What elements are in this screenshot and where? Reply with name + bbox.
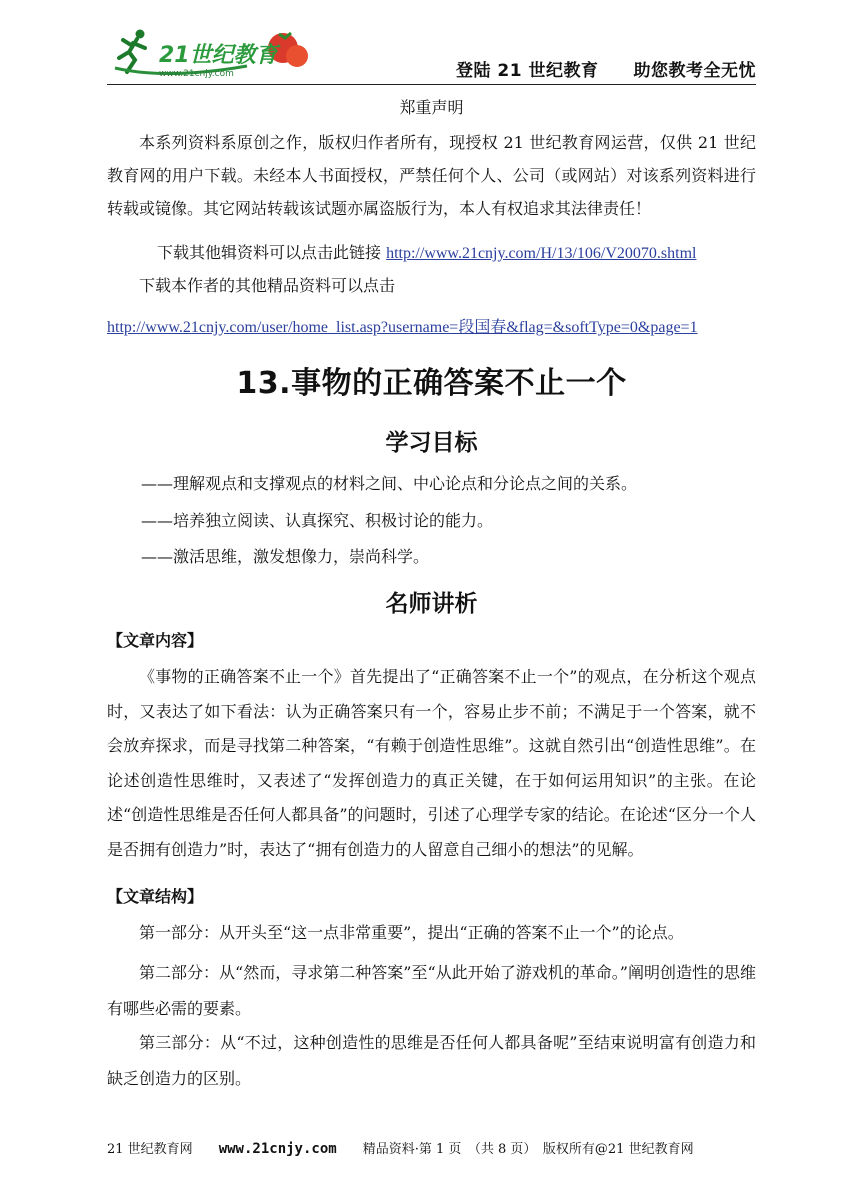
- analysis-heading: 名师讲析: [385, 591, 478, 617]
- notice-body: 本系列资料系原创之作，版权归作者所有，现授权 21 世纪教育网运营，仅供 21 世纪教育网的用户下载。未经本人书面授权，严禁任何个人、公司（或网站）对该系列资料进行转载或镜像。其它网站转载该试题亦属盗版行为，本人有权追求其法律责任！: [107, 133, 756, 218]
- download-other-line: [107, 236, 756, 270]
- goals-heading: 学习目标: [385, 430, 478, 456]
- site-logo[interactable]: [107, 28, 317, 80]
- structure-part: 第三部分：从“不过，这种创造性的思维是否任何人都具备呢”至结束说明富有创造力和缺乏创造力的区别。: [107, 1033, 756, 1088]
- goal-item: ——理解观点和支撑观点的材料之间、中心论点和分论点之间的关系。: [141, 474, 638, 493]
- page-footer: [107, 1138, 756, 1157]
- structure-part: 第二部分：从“然而，寻求第二种答案”至“从此开始了游戏机的革命。”阐明创造性的思维有哪些必需的要素。: [107, 963, 756, 1018]
- goal-item: ——培养独立阅读、认真探究、积极讨论的能力。: [141, 511, 494, 530]
- download-other-link[interactable]: http://www.21cnjy.com/H/13/106/V20070.shtml: [386, 245, 697, 262]
- page-title: 13.事物的正确答案不止一个: [236, 366, 627, 401]
- notice-title: 郑重声明: [399, 98, 464, 117]
- logo-url: www.21cnjy.com: [159, 69, 234, 79]
- structure-label: 【文章结构】: [107, 887, 204, 906]
- download-author-text: 下载本作者的其他精品资料可以点击: [139, 276, 396, 295]
- download-other-text: 下载其他辑资料可以点击此链接: [157, 243, 387, 262]
- footer-site[interactable]: www.21cnjy.com: [218, 1141, 337, 1157]
- footer-left: 21 世纪教育网: [107, 1142, 219, 1157]
- footer-right: 精品资料·第 1 页 （共 8 页） 版权所有@21 世纪教育网: [336, 1142, 694, 1157]
- page-header: [107, 20, 756, 84]
- goal-item: ——激活思维，激发想像力，崇尚科学。: [141, 547, 430, 566]
- header-tagline: 登陆 21 世纪教育 助您教考全无忧: [456, 61, 756, 81]
- download-author-link[interactable]: http://www.21cnjy.com/user/home_list.asp?username=段国春&flag=&softType=0&page=1: [107, 319, 698, 336]
- header-divider: [107, 84, 756, 85]
- content-label: 【文章内容】: [107, 631, 204, 650]
- download-author-line: [107, 310, 756, 344]
- logo-text: 21世纪教育: [159, 43, 278, 68]
- content-text: 《事物的正确答案不止一个》首先提出了“正确答案不止一个”的观点，在分析这个观点时，又表达了如下看法：认为正确答案只有一个，容易止步不前；不满足于一个答案，就不会放弃探求，而是寻找第二种答案，“有赖于创造性思维”。这就自然引出“创造性思维”。在论述创造性思维时，又表述了“发挥创造力的真正关键，在于如何运用知识”的主张。在论述“创造性思维是否任何人都具备”的问题时，引述了心理学专家的结论。在论述“区分一个人是否拥有创造力”时，表达了“拥有创造力的人留意自己细小的想法”的见解。: [107, 667, 756, 859]
- structure-part: 第一部分：从开头至“这一点非常重要”，提出“正确的答案不止一个”的论点。: [139, 923, 684, 942]
